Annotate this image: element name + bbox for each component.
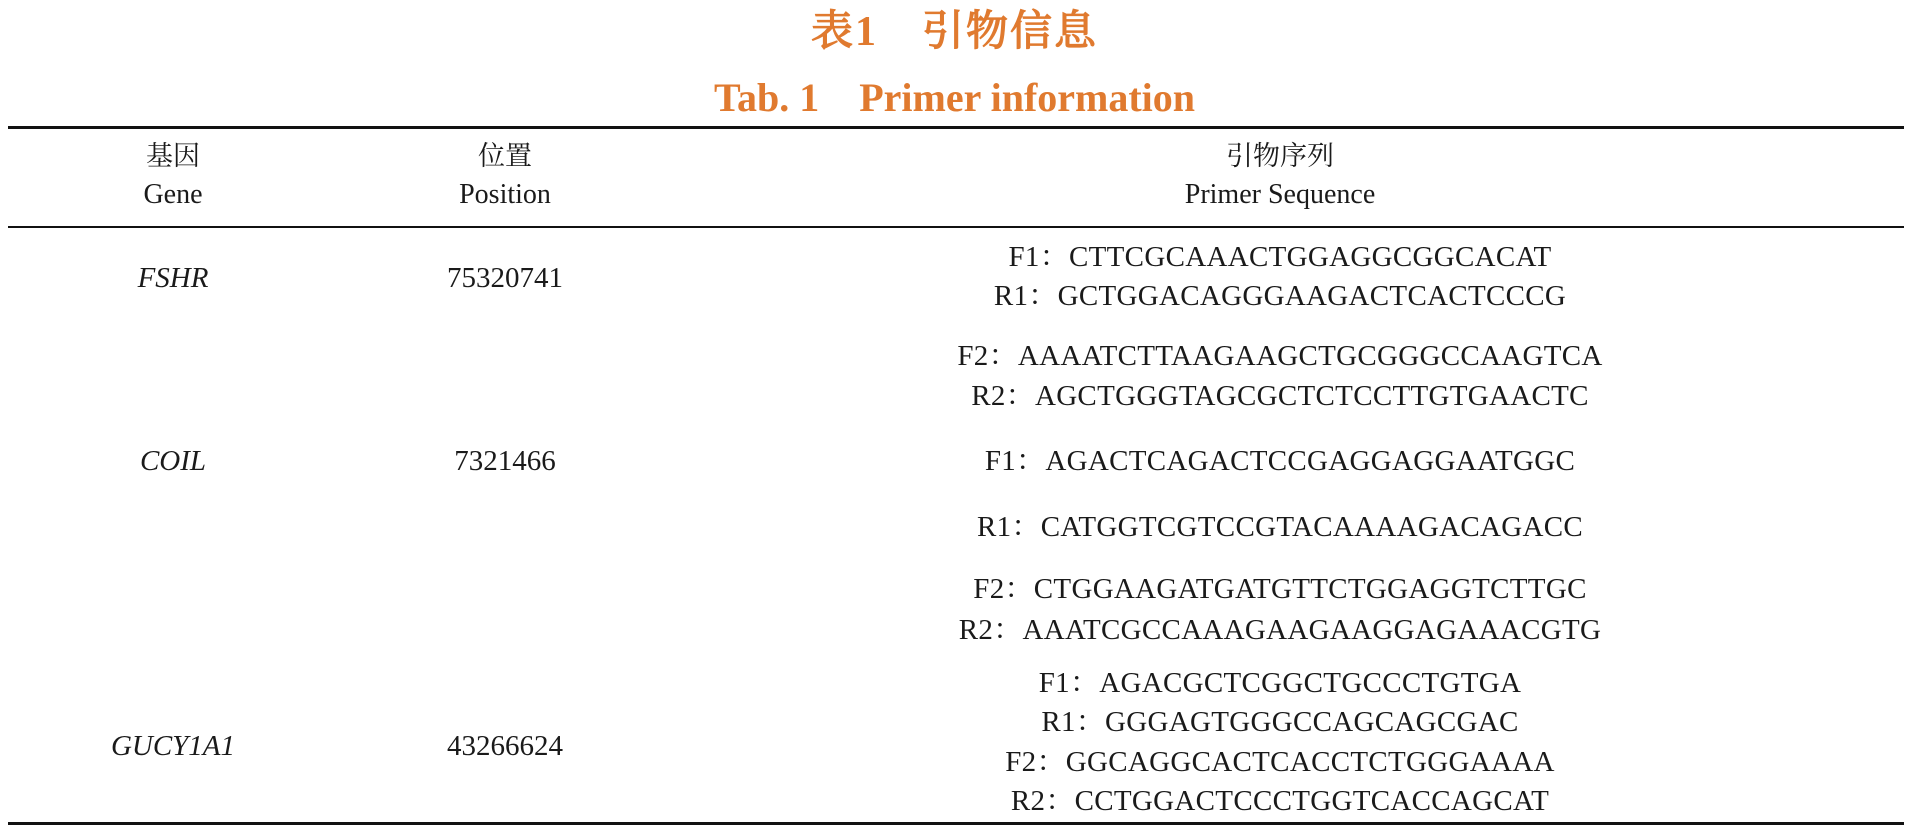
position-cell: 43266624 [447, 730, 563, 762]
gene-cell: GUCY1A1 [110, 730, 236, 762]
column-header-sequence-en: Primer Sequence [1184, 179, 1376, 210]
table-title-cn: 表1 引物信息 [810, 9, 1098, 55]
gene-cell: FSHR [137, 262, 209, 294]
primer-sequence: R2：AGCTGGGTAGCGCTCTCCTTGTGAACTC [971, 380, 1589, 412]
primer-sequence: R1：GGGAGTGGGCCAGCAGCGAC [1041, 706, 1519, 738]
primer-sequence: F1：AGACTCAGACTCCGAGGAGGAATGGC [984, 445, 1576, 477]
header-rule [8, 226, 1904, 228]
position-cell: 7321466 [454, 445, 556, 477]
position-cell: 75320741 [447, 262, 563, 294]
column-header-gene [58, 138, 288, 214]
column-header-sequence-cn: 引物序列 [1226, 141, 1334, 172]
top-rule [8, 126, 1904, 129]
column-header-gene-cn: 基因 [146, 141, 200, 172]
primer-sequence: R2：CCTGGACTCCCTGGTCACCAGCAT [1010, 785, 1550, 817]
gene-cell: COIL [139, 445, 207, 477]
primer-sequence: R1：GCTGGACAGGGAAGACTCACTCCCG [993, 280, 1567, 312]
column-header-position-en: Position [459, 179, 551, 210]
primer-sequence: F2：GGCAGGCACTCACCTCTGGGAAAA [1005, 746, 1555, 778]
bottom-rule [8, 822, 1904, 825]
primer-sequence: F1：AGACGCTCGGCTGCCCTGTGA [1038, 667, 1522, 699]
primer-sequence: F1：CTTCGCAAACTGGAGGCGGCACAT [1008, 241, 1552, 273]
column-header-position [390, 138, 620, 214]
column-header-sequence [780, 138, 1780, 214]
table-title-en: Tab. 1 Primer information [713, 75, 1196, 120]
column-header-position-cn: 位置 [478, 141, 532, 172]
column-header-gene-en: Gene [143, 179, 203, 210]
primer-sequence: F2：CTGGAAGATGATGTTCTGGAGGTCTTGC [973, 573, 1587, 605]
primer-sequence: F2：AAAATCTTAAGAAGCTGCGGGCCAAGTCA [957, 340, 1603, 372]
primer-sequence: R1：CATGGTCGTCCGTACAAAAGACAGACC [976, 511, 1584, 543]
primer-sequence: R2：AAATCGCCAAAGAAGAAGGAGAAACGTG [958, 614, 1602, 646]
